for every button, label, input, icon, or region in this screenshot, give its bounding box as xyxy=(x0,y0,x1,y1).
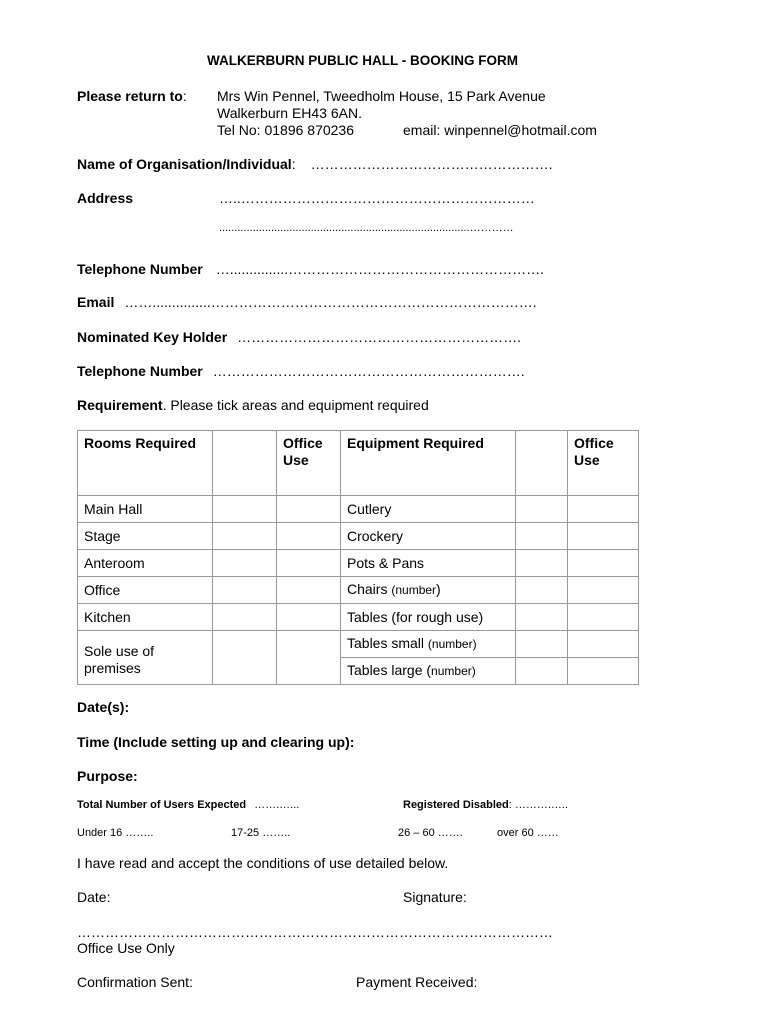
over-60-field[interactable]: over 60 …… xyxy=(497,827,559,839)
telephone-field-2[interactable] xyxy=(77,363,525,379)
table-header-row xyxy=(78,431,639,496)
date-label: Date: xyxy=(77,889,111,905)
requirement-text: . Please tick areas and equipment required xyxy=(162,397,429,413)
return-address-line1: Mrs Win Pennel, Tweedholm House, 15 Park Avenue xyxy=(217,88,546,104)
equipment-name xyxy=(341,577,516,604)
return-tel: Tel No: 01896 870236 xyxy=(217,122,354,138)
equipment-label: Tables small xyxy=(347,635,428,651)
room-tick-cell[interactable] xyxy=(213,604,277,631)
header-office-use-rooms: Office Use xyxy=(277,431,341,496)
accept-conditions-text: I have read and accept the conditions of use detailed below. xyxy=(77,855,449,871)
equipment-name xyxy=(341,550,516,577)
equipment-tick-cell[interactable] xyxy=(516,631,568,658)
registered-disabled-label: Registered Disabled xyxy=(403,799,509,811)
org-colon: : xyxy=(291,156,296,172)
registered-disabled-dots: : ……….….. xyxy=(508,799,569,811)
equipment-label: Tables large ( xyxy=(347,662,432,678)
divider-dots: ………………………………………………………………………………………… xyxy=(77,924,553,940)
equipment-name xyxy=(341,658,516,685)
org-label: Name of Organisation/Individual xyxy=(77,156,292,172)
equipment-name xyxy=(341,631,516,658)
room-name: Stage xyxy=(78,523,213,550)
equipment-tick-cell[interactable] xyxy=(516,496,568,523)
office-use-only-label: Office Use Only xyxy=(77,940,175,956)
return-colon: : xyxy=(182,88,187,104)
signature-label: Signature: xyxy=(403,889,467,905)
equipment-tick-cell[interactable] xyxy=(516,550,568,577)
equipment-office-cell xyxy=(568,523,639,550)
address-line1[interactable]: …..……………………………………………………… xyxy=(219,190,535,206)
room-office-cell xyxy=(277,550,341,577)
equip-tick-header xyxy=(516,431,568,496)
org-field[interactable] xyxy=(77,156,552,172)
table-row xyxy=(78,604,639,631)
keyholder-dots: ……………………………………………………. xyxy=(237,329,522,345)
table-row xyxy=(78,496,639,523)
requirement-line xyxy=(77,397,429,413)
room-tick-cell[interactable] xyxy=(213,577,277,604)
telephone-dots-2: …………………………………………………………. xyxy=(212,363,525,379)
equipment-label: Cutlery xyxy=(347,500,392,517)
room-name: Anteroom xyxy=(78,550,213,577)
equipment-office-cell xyxy=(568,604,639,631)
telephone-label-1: Telephone Number xyxy=(77,261,203,277)
under-16-field[interactable]: Under 16 …….. xyxy=(77,827,154,839)
table-row xyxy=(78,550,639,577)
room-office-cell xyxy=(277,631,341,685)
room-name: Kitchen xyxy=(78,604,213,631)
equipment-name xyxy=(341,496,516,523)
return-address-line2: Walkerburn EH43 6AN. xyxy=(217,105,362,121)
equipment-label: Tables (for rough use) xyxy=(347,608,484,625)
room-office-cell xyxy=(277,496,341,523)
registered-disabled-field[interactable] xyxy=(403,799,568,811)
equipment-name xyxy=(341,523,516,550)
equipment-note: (number) xyxy=(427,637,477,651)
room-tick-cell[interactable] xyxy=(213,631,277,685)
room-office-cell xyxy=(277,577,341,604)
header-office-use-equipment: Office Use xyxy=(568,431,639,496)
table-row xyxy=(78,523,639,550)
room-office-cell xyxy=(277,604,341,631)
payment-received-label: Payment Received: xyxy=(356,974,478,990)
room-office-cell xyxy=(277,523,341,550)
address-label: Address xyxy=(77,190,134,206)
equipment-name xyxy=(341,604,516,631)
telephone-dots-1: …...............………………………………………………. xyxy=(215,261,544,277)
return-label-line xyxy=(77,88,187,104)
purpose-label: Purpose: xyxy=(77,768,138,784)
equipment-office-cell xyxy=(568,631,639,658)
telephone-label-2: Telephone Number xyxy=(77,363,203,379)
equipment-note: (number xyxy=(391,583,437,597)
equipment-office-cell xyxy=(568,658,639,685)
header-equipment-required: Equipment Required xyxy=(341,431,516,496)
email-field[interactable] xyxy=(77,294,537,310)
dates-label: Date(s): xyxy=(77,699,130,715)
requirement-label: Requirement xyxy=(77,397,163,413)
total-users-dots: …….…... xyxy=(254,799,300,811)
telephone-field-1[interactable] xyxy=(77,261,544,277)
table-row xyxy=(78,577,639,604)
keyholder-label: Nominated Key Holder xyxy=(77,329,228,345)
equipment-office-cell xyxy=(568,550,639,577)
return-email: email: winpennel@hotmail.com xyxy=(403,122,597,138)
room-tick-cell[interactable] xyxy=(213,523,277,550)
equipment-label: Chairs xyxy=(347,581,392,597)
room-name: Sole use of premises xyxy=(78,631,213,685)
email-dots: ……...............……………………………………………………………. xyxy=(124,294,537,310)
total-users-field[interactable] xyxy=(77,799,299,811)
room-name: Main Hall xyxy=(78,496,213,523)
time-label: Time (Include setting up and clearing up): xyxy=(77,734,355,750)
confirmation-sent-label: Confirmation Sent: xyxy=(77,974,193,990)
equipment-label: Pots & Pans xyxy=(347,554,425,571)
requirements-table xyxy=(77,430,639,685)
equipment-tick-cell[interactable] xyxy=(516,658,568,685)
keyholder-field[interactable] xyxy=(77,329,521,345)
room-name: Office xyxy=(78,577,213,604)
equipment-note: number) xyxy=(431,664,476,678)
equipment-office-cell xyxy=(568,496,639,523)
room-tick-header xyxy=(213,431,277,496)
equipment-tick-cell[interactable] xyxy=(516,523,568,550)
address-line2[interactable]: ..................................................................................………… xyxy=(219,222,514,234)
return-label: Please return to xyxy=(77,88,183,104)
org-dots: ……………………………………………. xyxy=(310,156,553,172)
email-label: Email xyxy=(77,294,115,310)
equipment-tick-cell[interactable] xyxy=(516,604,568,631)
table-row xyxy=(78,631,639,658)
header-rooms-required: Rooms Required xyxy=(78,431,213,496)
equipment-label: Crockery xyxy=(347,527,404,544)
equipment-office-cell xyxy=(568,577,639,604)
form-title: WALKERBURN PUBLIC HALL - BOOKING FORM xyxy=(207,53,518,68)
room-tick-cell[interactable] xyxy=(213,550,277,577)
equipment-tick-cell[interactable] xyxy=(516,577,568,604)
total-users-label: Total Number of Users Expected xyxy=(77,799,247,811)
equipment-note-close: ) xyxy=(436,581,441,597)
room-tick-cell[interactable] xyxy=(213,496,277,523)
age-26-60-field[interactable]: 26 – 60 ……. xyxy=(398,827,463,839)
age-17-25-field[interactable]: 17-25 …….. xyxy=(231,827,291,839)
